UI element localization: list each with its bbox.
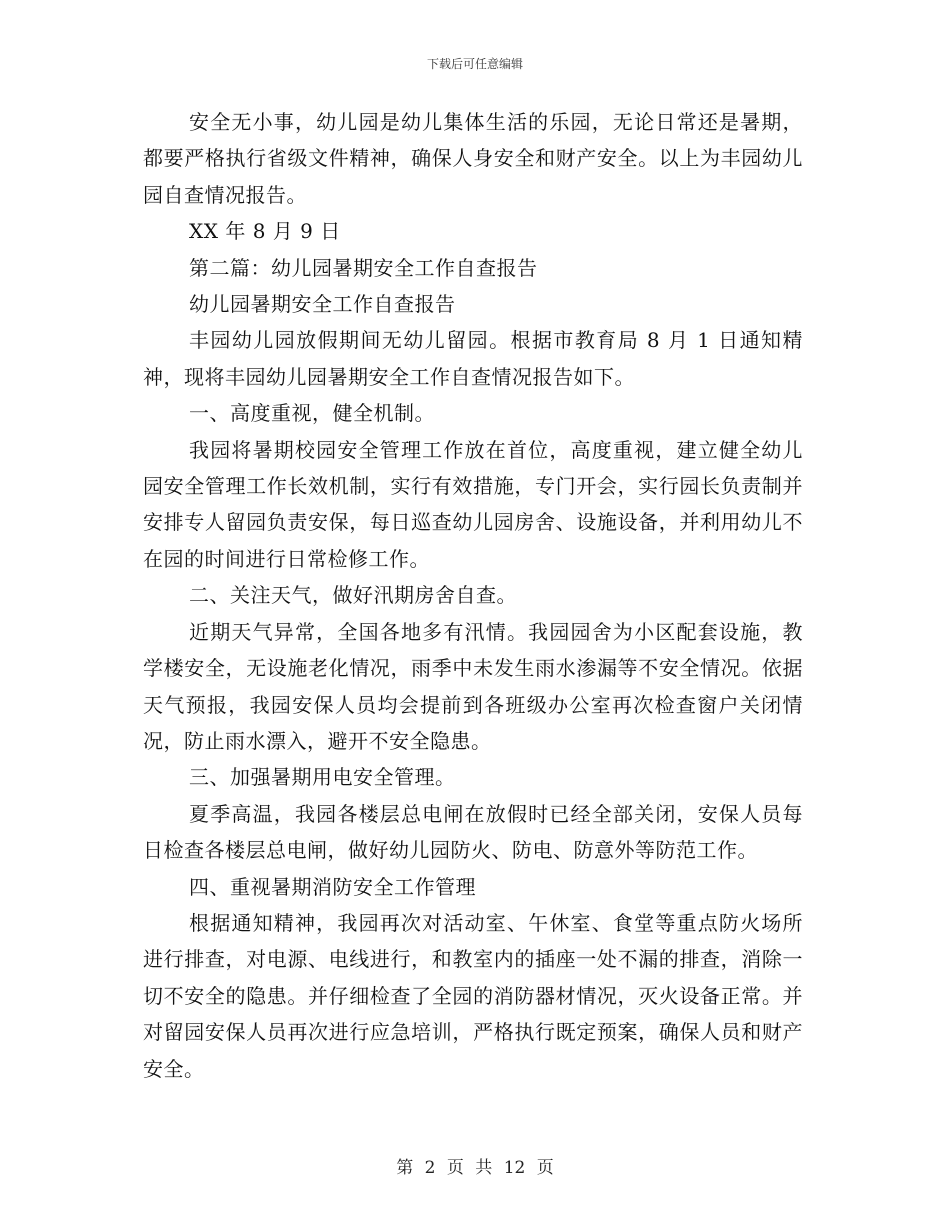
report-date: XX 年 8 月 9 日 [189, 219, 341, 244]
heading-two: 二、关注天气，做好汛期房舍自查。 [189, 583, 517, 608]
heading-four: 四、重视暑期消防安全工作管理 [189, 874, 476, 899]
page-header-note: 下载后可任意编辑 [426, 57, 523, 71]
report-title: 幼儿园暑期安全工作自查报告 [189, 292, 456, 317]
paragraph-four: 根据通知精神，我园再次对活动室、午休室、食堂等重点防火场所进行排查，对电源、电线进行，和教室内的插座一处不漏的排查，消除一切不安全的隐患。并仔细检查了全园的消防器材情况，灭火设备正常。并对留园安保人员再次进行应急培训，严格执行既定预案，确保人员和财产安全。 [143, 910, 803, 1081]
paragraph-one: 我园将暑期校园安全管理工作放在首位，高度重视，建立健全幼儿园安全管理工作长效机制，实行有效措施，专门开会，实行园长负责制并安排专人留园负责安保，每日巡查幼儿园房舍、设施设备，并利用幼儿不在园的时间进行日常检修工作。 [143, 437, 803, 571]
heading-one: 一、高度重视，健全机制。 [189, 401, 435, 426]
paragraph-two: 近期天气异常，全国各地多有汛情。我园园舍为小区配套设施，教学楼安全，无设施老化情况，雨季中未发生雨水渗漏等不安全情况。依据天气预报，我园安保人员均会提前到各班级办公室再次检查窗户关闭情况，防止雨水漂入，避开不安全隐患。 [143, 619, 803, 753]
page-number-footer: 第 2 页 共 12 页 [396, 1158, 554, 1178]
document-body [143, 104, 803, 1087]
paragraph-conclusion: 安全无小事，幼儿园是幼儿集体生活的乐园，无论日常还是暑期，都要严格执行省级文件精神，确保人身安全和财产安全。以上为丰园幼儿园自查情况报告。 [143, 110, 803, 207]
heading-three: 三、加强暑期用电安全管理。 [189, 765, 456, 790]
paragraph-three: 夏季高温，我园各楼层总电闸在放假时已经全部关闭，安保人员每日检查各楼层总电闸，做好幼儿园防火、防电、防意外等防范工作。 [143, 801, 803, 863]
paragraph-intro: 丰园幼儿园放假期间无幼儿留园。根据市教育局 8 月 1 日通知精神，现将丰园幼儿园暑期安全工作自查情况报告如下。 [143, 328, 803, 389]
section-title-part-two: 第二篇：幼儿园暑期安全工作自查报告 [189, 255, 538, 280]
